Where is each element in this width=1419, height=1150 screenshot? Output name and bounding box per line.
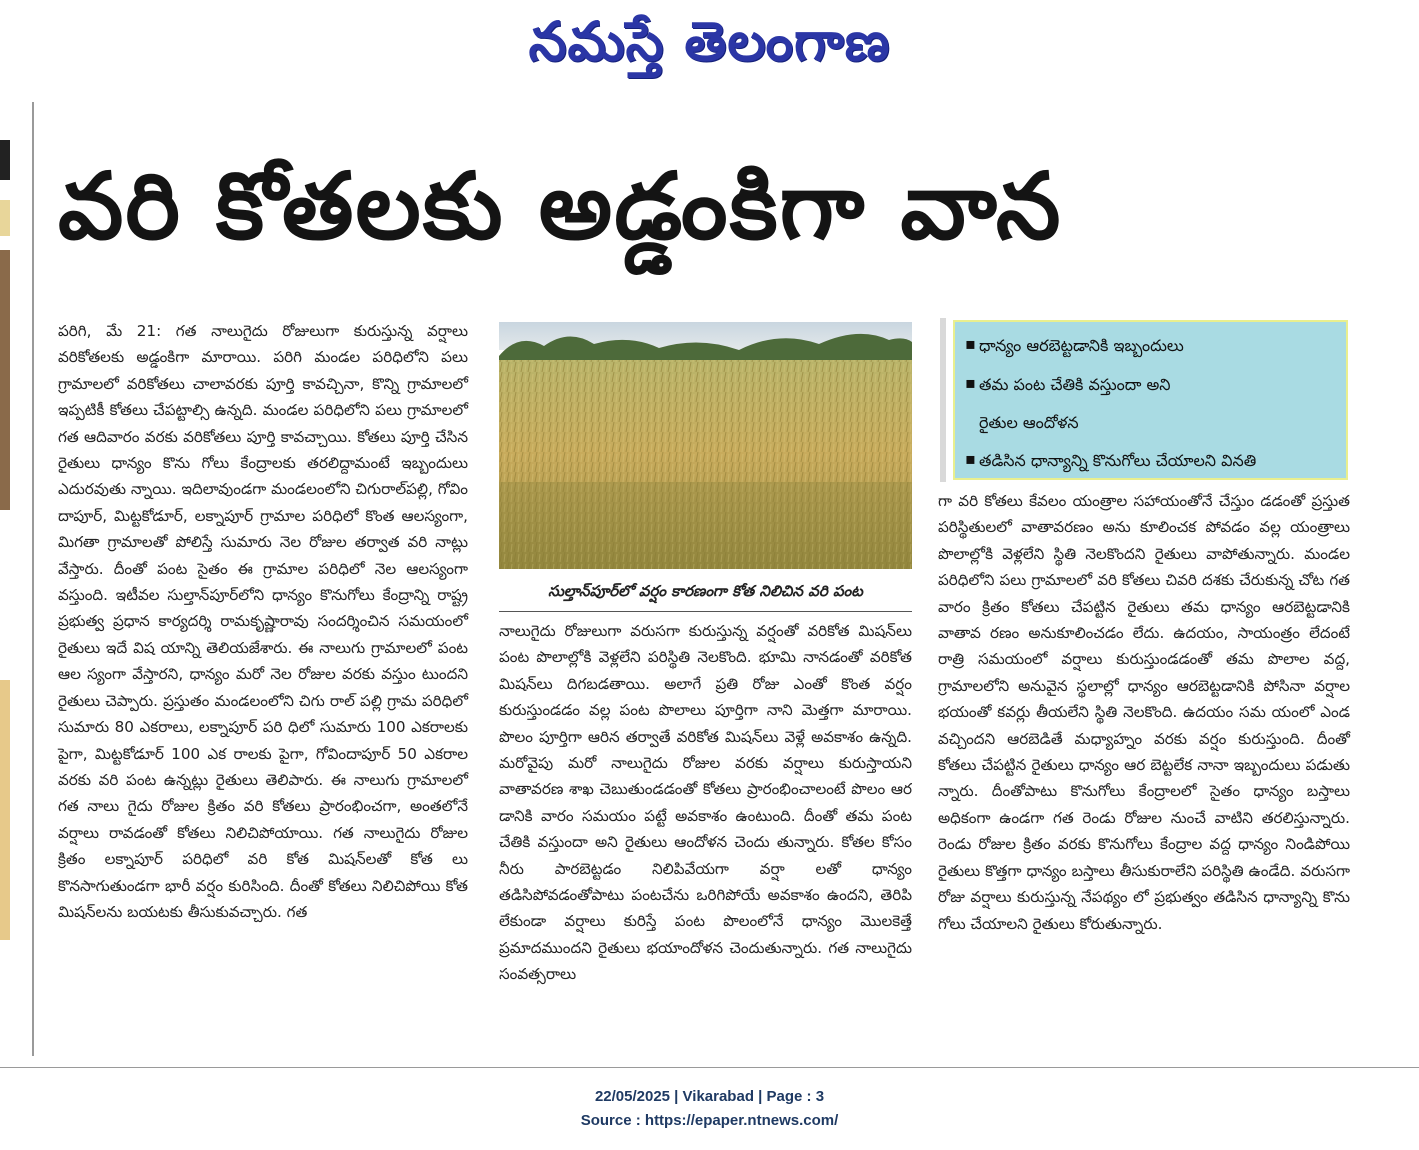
article-text-2: నాలుగైదు రోజులుగా వరుసగా కురుస్తున్న వర్షంతో వరికోత మిషన్‌లు పంట పొలాల్లోకి వెళ్లలేని పరిస్థితి నెలకొంది. భూమి నానడంతో వరికోత మిషన్‌లు దిగబడతాయి. అలాగే ప్రతి రోజు ఎంతో కొంత వర్షం కురుస్తుండడం వల్ల పంట పొలాలు పూర్తిగా నాని మెత్తగా మారాయి. పొలం పూర్తిగా ఆరిన తర్వాతే వరికోత మిషన్‌లు వెళ్లే అవకాశం ఉన్నది. మరోవైపు మరో నాలుగైదు రోజుల వరకు వర్షాలు కురుస్తాయని వాతావరణ శాఖ చెబుతుండడంతో కోతలు ప్రారంభించాలంటే పొలం ఆర డానికి వారం సమయం పట్టే అవకాశం ఉంటుంది. దీంతో తమ పంట చేతికి వస్తుందా అని రైతులు ఆందోళన చెందు తున్నారు. కోతల కోసం నీరు పారబెట్టడం నిలిపివేయగా వర్షా లతో ధాన్యం తడిసిపోవడంతోపాటు పంటచేను ఒరిగిపోయే అవకాశం ఉందని, తెరిపి లేకుండా వర్షాలు కురిస్తే పంట పొలంలోనే ధాన్యం మొలకెత్తే ప్రమాదముందని రైతులు భయాందోళన చెందుతున్నారు. గత నాలుగైదు సంవత్సరాలు [499,622,912,984]
highlight-item: ధాన్యం ఆరబెట్టడానికి ఇబ్బందులు [979,336,1184,355]
column-divider [32,102,34,1056]
bullet-icon: ▪ [965,449,976,468]
photo-caption: సుల్తాన్‌పూర్‌లో వర్షం కారణంగా కోత నిలిచిన వరి పంట [548,582,863,600]
highlight-item: తడిసిన ధాన్యాన్ని కొనుగోలు చేయాలని వినతి [979,451,1257,470]
highlights-side-bar [940,318,946,482]
article-headline: వరి కోతలకు అడ్డంకిగా వాన [58,153,1063,260]
article-column-2 [499,618,912,988]
footer-source: Source : https://epaper.ntnews.com/ [580,1112,839,1129]
highlight-item: తమ పంట చేతికి వస్తుందా అని [979,375,1171,394]
footer-date-line: 22/05/2025 | Vikarabad | Page : 3 [594,1088,825,1105]
article-column-1 [58,318,468,925]
article-text-3: గా వరి కోతలు కేవలం యంత్రాల సహాయంతోనే చేస్తుం డడంతో ప్రస్తుత పరిస్థితులలో వాతావరణం అను కూలించక పోవడం వల్ల యంత్రాలు పొలాల్లోకి వెళ్లలేని స్థితి నెలకొందని రైతులు వాపోతున్నారు. మండల పరిధిలోని పలు గ్రామాలలో వరి కోతలు చివరి దశకు చేరుకున్న చోట గత వారం క్రితం కోతలు చేపట్టిన రైతులు తమ ధాన్యం ఆరబెట్టడానికి వాతావ రణం అనుకూలించడం లేదు. ఉదయం, సాయంత్రం లేదంటే రాత్రి సమయంలో వర్షాలు కురుస్తుండడంతో తమ పొలాల వద్ద, గ్రామాలలోని అనువైన స్థలాల్లో ధాన్యం ఆరబెట్టడానికి పోసినా వర్షాల భయంతో కవర్లు తీయలేని స్థితి నెలకొంది. ఉదయం సమ యంలో ఎండ వచ్చిందని ఆరబెడితే మధ్యాహ్నం వరకు వర్షం కురుస్తుంది. దీంతో కోతలు చేపట్టిన రైతులు ధాన్యం ఆర బెట్టలేక నానా ఇబ్బందులు పడుతు న్నారు. దీంతోపాటు కొనుగోలు కేంద్రాలలో సైతం ధాన్యం బస్తాలు అధికంగా ఉండగా గత రెండు రోజుల నుంచే వాటిని తరలిస్తున్నారు. రెండు రోజుల క్రితం వరకు కొనుగోలు కేంద్రాల వద్ద ధాన్యం నిండిపోయి రైతులు కొత్తగా ధాన్యం బస్తాలు తీసుకురాలేని పరిస్థితి ఉండేది. వరుసగా రోజు వర్షాలు కురుస్తున్న నేపథ్యం లో ప్రభుత్వం తడిసిన ధాన్యాన్ని కొను గోలు చేయాలని రైతులు కోరుతున్నారు. [938,492,1350,933]
adjacent-article-strip [0,100,10,1060]
masthead-title: నమస్తే తెలంగాణ [528,10,891,73]
footer-rule [0,1067,1419,1068]
bullet-icon: ▪ [965,373,976,392]
highlight-item: రైతుల ఆందోళన [979,413,1079,432]
highlights-box [940,318,1348,482]
paddy-field-photo [499,322,912,569]
article-text-1: పరిగి, మే 21: గత నాలుగైదు రోజులుగా కురుస్తున్న వర్షాలు వరికోతలకు అడ్డంకిగా మారాయి. పరిగి మండల పరిధిలోని పలు గ్రామాలలో వరికోతలు చాలావరకు పూర్తి కావచ్చినా, కొన్ని గ్రామాలలో ఇప్పటికీ కోతలు చేపట్టాల్సి ఉన్నది. మండల పరిధిలోని పలు గ్రామాలలో గత ఆదివారం వరకు వరికోతలు పూర్తి కావచ్చాయి. కోతలు పూర్తి చేసిన రైతులు ధాన్యం కొను గోలు కేంద్రాలకు తరలిద్దామంటే ఇబ్బందులు ఎదురవుతు న్నాయి. ఇదిలావుండగా మండలంలోని చిగురాల్‌పల్లి, గోవిం దాపూర్, మిట్టకోడూర్, లక్నాపూర్ గ్రామాల పరిధిలో కొంత ఆలస్యంగా, మిగతా గ్రామాలతో పోలిస్తే సుమారు నెల రోజుల తర్వాత వరి నాట్లు వేస్తారు. దీంతో పంట సైతం ఈ గ్రామాల పరిధిలో నెల ఆలస్యంగా వస్తుంది. ఇటీవల సుల్తాన్‌పూర్‌లోని ధాన్యం కొనుగోలు కేంద్రాన్ని రాష్ట్ర ప్రభుత్వ ప్రధాన కార్యదర్శి రామకృష్ణారావు సందర్శించిన సమయంలో రైతులు ఇదే విష యాన్ని తెలియజేశారు. ఈ నాలుగు గ్రామాలలో పంట ఆల స్యంగా వేస్తారని, ధాన్యం మరో నెల రోజుల వరకు వస్తుం టుందని రైతులు చెప్పారు. ప్రస్తుతం మండలంలోని చిగు రాల్ పల్లి గ్రామ పరిధిలో సుమారు 80 ఎకరాలు, లక్నాపూర్ పరి ధిలో సుమారు 100 ఎకరాలకు పైగా, మిట్టకోడూర్ 100 ఎక రాలకు పైగా, గోవిందాపూర్ 50 ఎకరాల వరకు వరి పంట ఉన్నట్లు రైతులు తెలిపారు. ఈ నాలుగు గ్రామాలలో గత నాలు గైదు రోజుల క్రితం వరి కోతలు ప్రారంభించగా, అంతలోనే వర్షాలు రావడంతో కోతలు నిలిచిపోయాయి. గత నాలుగైదు రోజుల క్రితం లక్నాపూర్ పరిధిలో వరి కోత మిషన్‌లతో కోత లు కొనసాగుతుండగా భారీ వర్షం కురిసింది. దీంతో కోతలు నిలిచిపోయి కోత మిషన్‌లను బయటకు తీసుకువచ్చారు. గత [58,322,468,921]
highlights-panel [953,320,1348,480]
masthead [0,4,1419,84]
caption-rule [499,611,912,612]
bullet-icon: ▪ [965,334,976,353]
article-column-3 [938,488,1350,937]
